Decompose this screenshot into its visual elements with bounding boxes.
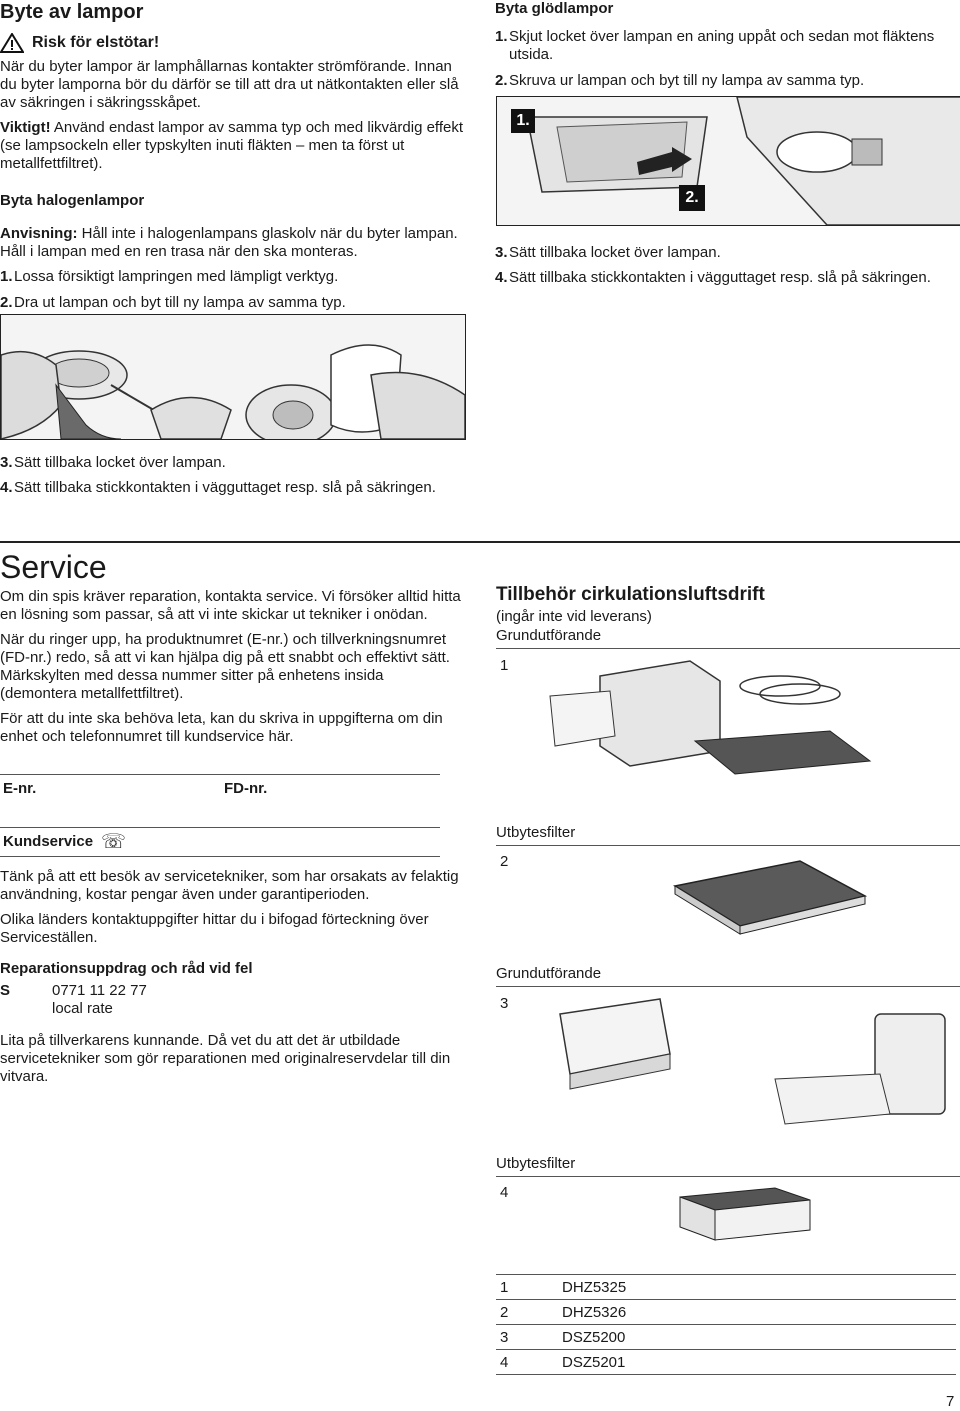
step-text: Dra ut lampan och byt till ny lampa av samma typ. bbox=[14, 294, 346, 311]
step-number: 2. bbox=[495, 72, 508, 89]
important-label: Viktigt! bbox=[0, 119, 51, 136]
phone-number: 0771 11 22 77 bbox=[52, 982, 147, 999]
bulb-steps-after bbox=[495, 244, 955, 287]
table-cell-num: 1 bbox=[496, 1275, 558, 1300]
country-code: S bbox=[0, 982, 11, 999]
service-title: Service bbox=[0, 549, 107, 585]
replacement-filter-illustration bbox=[670, 856, 870, 936]
service-paragraph-5: Olika länders kontaktuppgifter hittar du i bifogad förteckning över Serviceställen. bbox=[0, 911, 429, 946]
fdnr-label: FD-nr. bbox=[224, 780, 268, 797]
group-2-label: Utbytesfilter bbox=[496, 824, 576, 841]
table-cell-code: DHZ5325 bbox=[558, 1275, 956, 1300]
service-paragraph-2: När du ringer upp, ha produktnumret (E-nr.) och tillverkningsnumret (FD-nr.) redo, så att vi kan hjälpa dig på ett snabbt och effektivt sätt. Märkskylten med dessa nummer sitter på enhetens insida (demontera metallfettfiltret). bbox=[0, 631, 450, 702]
lamp-title: Byte av lampor bbox=[0, 1, 144, 23]
accessories-title: Tillbehör cirkulationsluftsdrift bbox=[496, 584, 765, 605]
step-text: Sätt tillbaka locket över lampan. bbox=[14, 454, 226, 471]
group-1-label: Grundutförande bbox=[496, 627, 602, 644]
step-text: Skjut locket över lampan en aning uppåt och sedan mot fläktens utsida. bbox=[509, 28, 935, 63]
notice-text: Håll inte i halogenlampans glaskolv när du byter lampan. Håll i lampan med en ren trasa när den ska monteras. bbox=[0, 225, 458, 260]
accessories-section bbox=[496, 584, 956, 626]
bulb-step-4 bbox=[495, 269, 955, 287]
halogen-lamp-illustration bbox=[0, 314, 466, 440]
halogen-step-4 bbox=[0, 479, 470, 497]
step-text: Skruva ur lampan och byt till ny lampa av samma typ. bbox=[509, 72, 865, 89]
table-cell-code: DSZ5200 bbox=[558, 1325, 956, 1350]
table-row bbox=[496, 1325, 956, 1350]
table-row bbox=[496, 1300, 956, 1325]
group-2-rule bbox=[496, 845, 960, 846]
figure-label-1: 1. bbox=[511, 109, 535, 133]
step-text: Lossa försiktigt lampringen med lämpligt verktyg. bbox=[14, 268, 339, 285]
bulb-replacement-illustration bbox=[496, 96, 960, 226]
replacement-filter-box-illustration bbox=[675, 1185, 815, 1245]
service-paragraph-4: Tänk på att ett besök av servicetekniker, som har orsakats av felaktig användning, kostar pengar även under garantiperioden. bbox=[0, 868, 459, 903]
group-3-label: Grundutförande bbox=[496, 965, 602, 982]
step-text: Sätt tillbaka stickkontakten i vägguttaget resp. slå på säkringen. bbox=[14, 479, 436, 496]
section-divider bbox=[0, 541, 960, 543]
enr-top-rule bbox=[0, 774, 440, 775]
table-cell-num: 3 bbox=[496, 1325, 558, 1350]
group-3-rule bbox=[496, 986, 960, 987]
phone-icon: ☏ bbox=[101, 831, 127, 853]
halogen-title: Byta halogenlampor bbox=[0, 192, 145, 209]
bulb-step-2 bbox=[495, 72, 955, 90]
lamp-section bbox=[0, 0, 470, 312]
group-4-number: 4 bbox=[500, 1184, 509, 1201]
page-number: 7 bbox=[946, 1393, 955, 1410]
step-number: 4. bbox=[0, 479, 13, 496]
kundservice-bottom-rule bbox=[0, 856, 440, 857]
recirculation-kit-illustration bbox=[540, 656, 880, 786]
step-number: 3. bbox=[0, 454, 13, 471]
service-paragraph-6: Lita på tillverkarens kunnande. Då vet du att det är utbildade servicetekniker som gör reparationen med originalreservdelar till din vitvara. bbox=[0, 1032, 451, 1085]
warning-heading bbox=[0, 33, 470, 53]
table-cell-num: 4 bbox=[496, 1350, 558, 1375]
rate-text: local rate bbox=[52, 1000, 113, 1017]
step-number: 2. bbox=[0, 294, 13, 311]
step-text: Sätt tillbaka locket över lampan. bbox=[509, 244, 721, 261]
bulb-title: Byta glödlampor bbox=[495, 0, 614, 17]
kundservice-label: Kundservice bbox=[3, 833, 94, 850]
halogen-steps-after bbox=[0, 454, 470, 497]
important-paragraph bbox=[0, 119, 470, 173]
group-4-label: Utbytesfilter bbox=[496, 1155, 576, 1172]
figure-label-2: 2. bbox=[679, 185, 705, 211]
table-cell-code: DSZ5201 bbox=[558, 1350, 956, 1375]
notice-label: Anvisning: bbox=[0, 225, 78, 242]
bulb-step-3 bbox=[495, 244, 955, 262]
important-text: Använd endast lampor av samma typ och med likvärdig effekt (se lampsockeln eller typskylten inuti fläkten – men ta först ut metallfettfiltret). bbox=[0, 119, 463, 172]
halogen-step-1 bbox=[0, 268, 470, 286]
notice-paragraph bbox=[0, 225, 470, 261]
warning-text: När du byter lampor är lamphållarnas kontakter strömförande. Innan du byter lamporna bör du därför se till att dra ut nätkontakten eller slå av säkringen i säkringsskåpet. bbox=[0, 58, 459, 111]
phone-row bbox=[0, 982, 462, 1000]
warning-triangle-icon bbox=[0, 33, 24, 53]
service-paragraph-3: För att du inte ska behöva leta, kan du skriva in uppgifterna om din enhet och telefonnumret till kundservice här. bbox=[0, 710, 443, 745]
repair-title: Reparationsuppdrag och råd vid fel bbox=[0, 960, 253, 977]
table-row bbox=[496, 1275, 956, 1300]
table-row bbox=[496, 1350, 956, 1375]
bulb-section bbox=[495, 0, 955, 90]
group-1-rule bbox=[496, 648, 960, 649]
table-cell-num: 2 bbox=[496, 1300, 558, 1325]
service-contact-section bbox=[0, 868, 462, 1086]
step-number: 1. bbox=[495, 28, 508, 45]
kundservice-row bbox=[3, 833, 126, 851]
step-number: 1. bbox=[0, 268, 13, 285]
step-text: Sätt tillbaka stickkontakten i vägguttaget resp. slå på säkringen. bbox=[509, 269, 931, 286]
step-number: 4. bbox=[495, 269, 508, 286]
halogen-step-2 bbox=[0, 294, 470, 312]
service-paragraph-1: Om din spis kräver reparation, kontakta service. Vi försöker alltid hitta en lösning som passar, så att vi inte skickar ut tekniker i onödan. bbox=[0, 588, 461, 623]
group-3-number: 3 bbox=[500, 995, 509, 1012]
accessories-subtitle: (ingår inte vid leverans) bbox=[496, 608, 652, 625]
kundservice-top-rule bbox=[0, 827, 440, 828]
bulb-step-1 bbox=[495, 28, 955, 64]
service-section bbox=[0, 548, 462, 746]
halogen-step-3 bbox=[0, 454, 470, 472]
warning-title: Risk för elstötar! bbox=[32, 34, 160, 51]
group-1-number: 1 bbox=[500, 657, 509, 674]
table-cell-code: DHZ5326 bbox=[558, 1300, 956, 1325]
enr-label: E-nr. bbox=[3, 780, 37, 797]
group-4-rule bbox=[496, 1176, 960, 1177]
basic-kit-illustration bbox=[550, 994, 950, 1134]
step-number: 3. bbox=[495, 244, 508, 261]
group-2-number: 2 bbox=[500, 853, 509, 870]
accessories-table bbox=[496, 1274, 956, 1375]
